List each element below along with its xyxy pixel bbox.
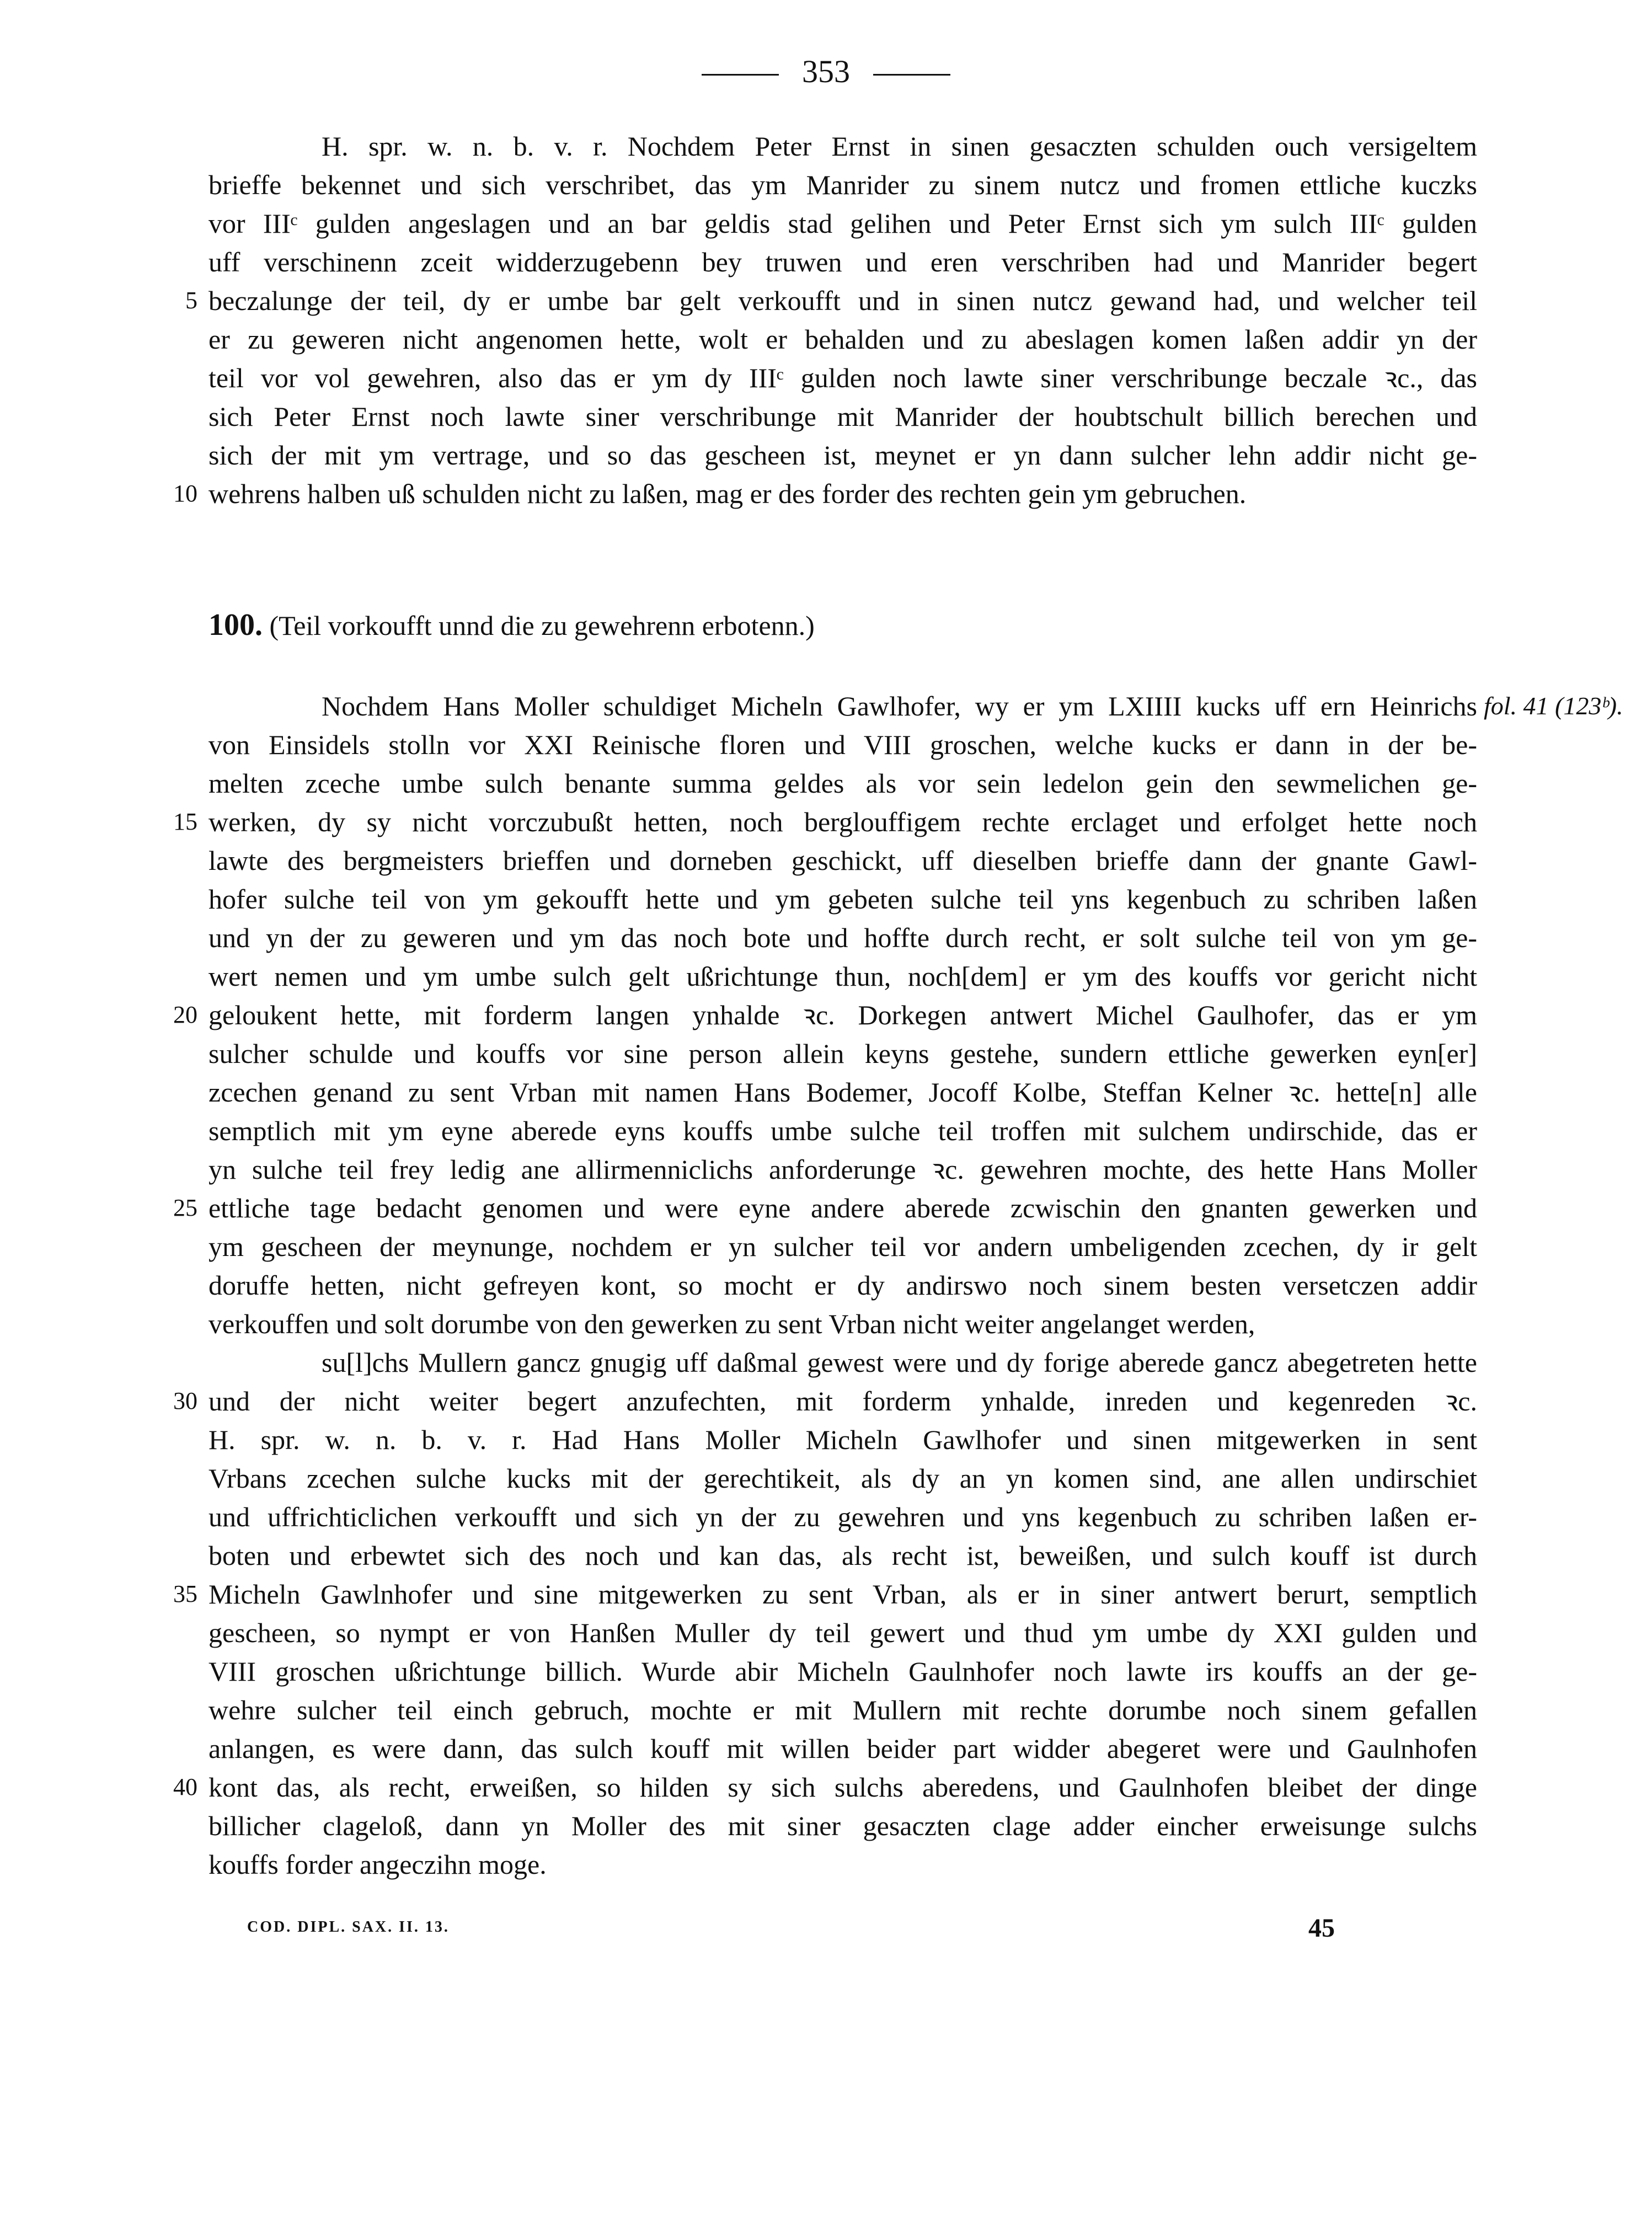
text-line xyxy=(208,880,1477,918)
text-line xyxy=(208,204,1477,243)
section-number: 100. xyxy=(208,608,263,642)
line-text: VIII groschen ußrichtunge billich. Wurde abir Micheln Gaulnhofer noch lawte irs kouffs an der ge- xyxy=(208,1656,1477,1687)
text-line xyxy=(208,725,1477,764)
page-header xyxy=(0,52,1652,91)
line-number: 20 xyxy=(173,1001,197,1028)
line-number: 40 xyxy=(173,1773,197,1800)
line-number: 5 xyxy=(185,287,197,314)
line-text: semptlich mit ym eyne aberede eyns kouffs umbe sulche teil troffen mit sulchem undirschide, das er xyxy=(208,1115,1477,1146)
line-text: Nochdem Hans Moller schuldiget Micheln Gawlhofer, wy er ym LXIIII kucks uff ern Heinrichs xyxy=(322,691,1477,721)
line-text: wehre sulcher teil einch gebruch, mochte er mit Mullern mit rechte dorumbe noch sinem gefallen xyxy=(208,1695,1477,1725)
line-number: 35 xyxy=(173,1580,197,1607)
text-line xyxy=(208,1652,1477,1691)
text-line xyxy=(173,1768,1477,1806)
line-text: hofer sulche teil von ym gekoufft hette und ym gebeten sulche teil yns kegenbuch zu schriben laßen xyxy=(208,884,1477,915)
text-line xyxy=(208,1073,1477,1111)
text-line xyxy=(173,1189,1477,1227)
line-text: uff verschinenn zceit widderzugebenn bey truwen und eren verschriben had und Manrider begert xyxy=(208,247,1477,277)
text-line xyxy=(173,803,1477,841)
text-line xyxy=(185,281,1477,320)
line-text: billicher clageloß, dann yn Moller des mit siner gesaczten clage adder eincher erweisunge sulchs xyxy=(208,1810,1477,1841)
text-line xyxy=(208,1034,1477,1073)
text-line xyxy=(208,436,1477,474)
line-text: brieffe bekennet und sich verschribet, das ym Manrider zu sinem nutcz und fromen ettliche kuczks xyxy=(208,169,1477,200)
line-text: wert nemen und ym umbe sulch gelt ußrichtunge thun, noch[dem] er ym des kouffs vor gericht nicht xyxy=(208,961,1477,992)
line-text: lawte des bergmeisters brieffen und dorneben geschickt, uff dieselben brieffe dann der gnante Gawl- xyxy=(208,845,1477,876)
text-line xyxy=(208,1729,1477,1768)
text-line xyxy=(208,1613,1477,1652)
line-text: Micheln Gawlnhofer und sine mitgewerken zu sent Vrban, als er in siner antwert berurt, semptlich xyxy=(208,1579,1477,1610)
line-text: yn sulche teil frey ledig ane allirmenniclichs anforderunge ꝛc. gewehren mochte, des hette Hans Moller xyxy=(208,1154,1477,1185)
line-text: sulcher schulde und kouffs vor sine person allein keyns gestehe, sundern ettliche gewerken eyn[er] xyxy=(208,1038,1477,1069)
text-line xyxy=(173,1575,1477,1613)
line-text: H. spr. w. n. b. v. r. Nochdem Peter Ernst in sinen gesaczten schulden ouch versigeltem xyxy=(322,131,1477,162)
text-line xyxy=(208,1691,1477,1729)
text-line xyxy=(208,957,1477,996)
footer-signature-number: 45 xyxy=(1308,1913,1335,1943)
paragraph-block-2 xyxy=(173,687,1623,1884)
line-number: 25 xyxy=(173,1194,197,1221)
text-line xyxy=(208,687,1623,725)
line-text: zcechen genand zu sent Vrban mit namen Hans Bodemer, Jocoff Kolbe, Steffan Kelner ꝛc. hette[n] alle xyxy=(208,1077,1477,1108)
line-text: doruffe hetten, nicht gefreyen kont, so mocht er dy andirswo noch sinem besten versetczen addir xyxy=(208,1270,1477,1301)
line-text: verkouffen und solt dorumbe von den gewerken zu sent Vrban nicht weiter angelanget werden, xyxy=(208,1308,1255,1339)
line-text: beczalunge der teil, dy er umbe bar gelt verkoufft und in sinen nutcz gewand had, und welcher teil xyxy=(208,285,1477,316)
text-line xyxy=(208,165,1477,204)
text-line xyxy=(208,1845,1477,1884)
text-line xyxy=(173,1382,1477,1420)
text-line xyxy=(208,127,1477,165)
line-text: kouffs forder angeczihn moge. xyxy=(208,1849,547,1880)
line-number: 15 xyxy=(173,808,197,835)
text-line xyxy=(208,1266,1477,1305)
line-text: und der nicht weiter begert anzufechten, mit forderm ynhalde, inreden und kegenreden ꝛc. xyxy=(208,1386,1477,1416)
line-text: von Einsidels stolln vor XXI Reinische floren und VIII groschen, welche kucks er dann in der be- xyxy=(208,729,1477,760)
header-rule-right xyxy=(873,74,950,76)
text-line xyxy=(208,1459,1477,1498)
line-text: H. spr. w. n. b. v. r. Had Hans Moller Micheln Gawlhofer und sinen mitgewerken in sent xyxy=(208,1424,1477,1455)
line-text: wehrens halben uß schulden nicht zu laßen, mag er des forder des rechten gein ym gebruchen. xyxy=(208,478,1247,509)
text-line xyxy=(208,359,1477,397)
line-text: Vrbans zcechen sulche kucks mit der gerechtikeit, als dy an yn komen sind, ane allen undirschiet xyxy=(208,1463,1477,1494)
line-text: er zu geweren nicht angenomen hette, wolt er behalden und zu abeslagen komen laßen addir yn der xyxy=(208,324,1477,355)
line-text: werken, dy sy nicht vorczubußt hetten, noch berglouffigem rechte erclaget und erfolget hette noch xyxy=(208,806,1477,837)
text-line xyxy=(208,1498,1477,1536)
folio-margin-note: fol. 41 (123ᵇ). xyxy=(1484,692,1623,720)
paragraph-block-1 xyxy=(173,127,1477,513)
text-line xyxy=(208,918,1477,957)
text-line xyxy=(208,1420,1477,1459)
line-text: boten und erbewtet sich des noch und kan das, als recht ist, beweißen, und sulch kouff ist durch xyxy=(208,1540,1477,1571)
text-line xyxy=(208,1305,1477,1343)
line-text: vor IIIᶜ gulden angeslagen und an bar geldis stad gelihen und Peter Ernst sich ym sulch IIIᶜ gulden xyxy=(208,208,1477,239)
line-text: und yn der zu geweren und ym das noch bote und hoffte durch recht, er solt sulche teil von ym ge- xyxy=(208,922,1477,953)
line-text: teil vor vol gewehren, also das er ym dy IIIᶜ gulden noch lawte siner verschribunge beczale ꝛc., das xyxy=(208,362,1477,393)
line-number: 10 xyxy=(173,480,197,507)
text-line xyxy=(208,1806,1477,1845)
line-text: geloukent hette, mit forderm langen ynhalde ꝛc. Dorkegen antwert Michel Gaulhofer, das er ym xyxy=(208,999,1477,1030)
text-line xyxy=(173,474,1477,513)
line-number: 30 xyxy=(173,1387,197,1414)
text-line xyxy=(208,1150,1477,1189)
section-heading xyxy=(208,606,815,645)
text-line xyxy=(173,996,1477,1034)
text-line xyxy=(208,397,1477,436)
line-text: kont das, als recht, erweißen, so hilden sy sich sulchs aberedens, und Gaulnhofen bleibet der dinge xyxy=(208,1772,1477,1803)
footer-source: COD. DIPL. SAX. II. 13. xyxy=(247,1918,450,1936)
line-text: anlangen, es were dann, das sulch kouff mit willen beider part widder abegeret were und Gaulnhofen xyxy=(208,1733,1477,1764)
text-line xyxy=(208,320,1477,359)
text-line xyxy=(208,1343,1477,1382)
text-line xyxy=(208,764,1477,803)
text-line xyxy=(208,1111,1477,1150)
line-text: und uffrichticlichen verkoufft und sich yn der zu gewehren und yns kegenbuch zu schriben laßen er- xyxy=(208,1501,1477,1532)
header-rule-left xyxy=(702,74,779,76)
text-line xyxy=(208,243,1477,281)
line-text: sich der mit ym vertrage, und so das gescheen ist, meynet er yn dann sulcher lehn addir nicht ge- xyxy=(208,440,1477,471)
page-number: 353 xyxy=(802,54,850,89)
line-text: ettliche tage bedacht genomen und were eyne andere aberede zcwischin den gnanten gewerken und xyxy=(208,1193,1477,1223)
line-text: melten zceche umbe sulch benante summa geldes als vor sein ledelon gein den sewmelichen ge- xyxy=(208,768,1477,799)
text-line xyxy=(208,1227,1477,1266)
section-title: (Teil vorkoufft unnd die zu gewehrenn erbotenn.) xyxy=(269,610,815,641)
line-text: ym gescheen der meynunge, nochdem er yn sulcher teil vor andern umbeligenden zcechen, dy ir gelt xyxy=(208,1231,1477,1262)
text-line xyxy=(208,841,1477,880)
line-text: su[l]chs Mullern gancz gnugig uff daßmal gewest were und dy forige aberede gancz abegetreten hette xyxy=(322,1347,1477,1378)
line-text: sich Peter Ernst noch lawte siner verschribunge mit Manrider der houbtschult billich berechen und xyxy=(208,401,1477,432)
line-text: gescheen, so nympt er von Hanßen Muller dy teil gewert und thud ym umbe dy XXI gulden und xyxy=(208,1617,1477,1648)
text-line xyxy=(208,1536,1477,1575)
